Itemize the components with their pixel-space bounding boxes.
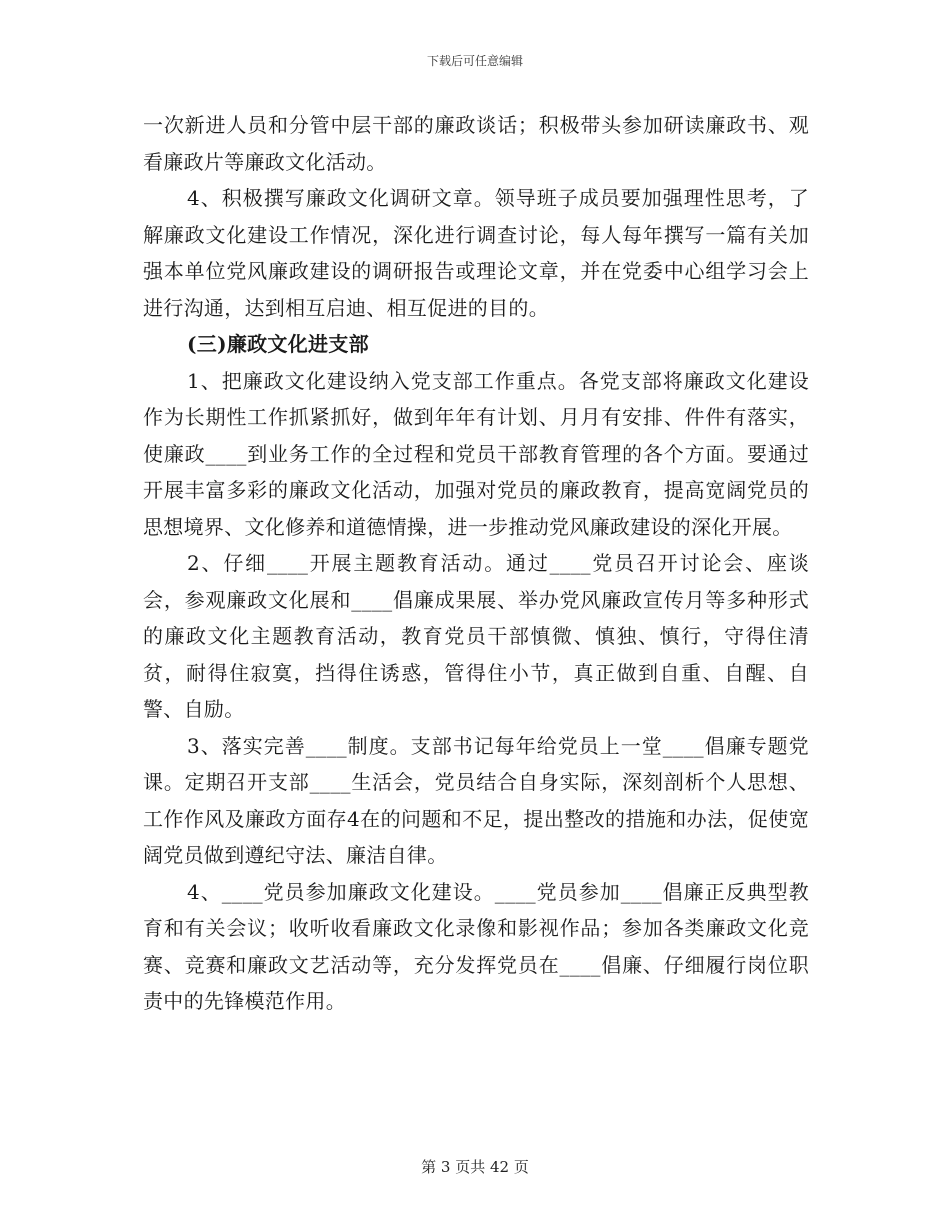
paragraph-item-4-research: 4、积极撰写廉政文化调研文章。领导班子成员要加强理性思考，了解廉政文化建设工作情况，深化进行调查讨论，每人每年撰写一篇有关加强本单位党风廉政建设的调研报告或理论文章，并在党委中心组学习会上进行沟通，达到相互启迪、相互促进的目的。 bbox=[143, 186, 809, 320]
paragraph-item-3: 3、落实完善____制度。支部书记每年给党员上一堂____倡廉专题党课。定期召开支部____生活会，党员结合自身实际，深刻剖析个人思想、工作作风及廉政方面存4在的问题和不足，提出整改的措施和办法，促使宽阔党员做到遵纪守法、廉洁自律。 bbox=[143, 733, 809, 867]
paragraph-continuation: 一次新进人员和分管中层干部的廉政谈话；积极带头参加研读廉政书、观看廉政片等廉政文化活动。 bbox=[143, 113, 809, 174]
document-body bbox=[143, 107, 809, 1020]
page-footer: 第 3 页共 42 页 bbox=[421, 1158, 529, 1176]
paragraph-item-2: 2、仔细____开展主题教育活动。通过____党员召开讨论会、座谈会，参观廉政文化展和____倡廉成果展、举办党风廉政宣传月等多种形式的廉政文化主题教育活动，教育党员干部慎微、慎独、慎行，守得住清贫，耐得住寂寞，挡得住诱惑，管得住小节，真正做到自重、自醒、自警、自励。 bbox=[143, 551, 809, 721]
section-heading: (三)廉政文化进支部 bbox=[187, 332, 369, 356]
paragraph-item-1: 1、把廉政文化建设纳入党支部工作重点。各党支部将廉政文化建设作为长期性工作抓紧抓好，做到年年有计划、月月有安排、件件有落实，使廉政____到业务工作的全过程和党员干部教育管理的各个方面。要通过开展丰富多彩的廉政文化活动，加强对党员的廉政教育，提高宽阔党员的思想境界、文化修养和道德情操，进一步推动党风廉政建设的深化开展。 bbox=[143, 368, 809, 539]
page-header: 下载后可任意编辑 bbox=[426, 54, 523, 68]
paragraph-item-4: 4、____党员参加廉政文化建设。____党员参加____倡廉正反典型教育和有关会议；收听收看廉政文化录像和影视作品；参加各类廉政文化竞赛、竞赛和廉政文艺活动等，充分发挥党员在____倡廉、仔细履行岗位职责中的先锋模范作用。 bbox=[143, 879, 809, 1013]
